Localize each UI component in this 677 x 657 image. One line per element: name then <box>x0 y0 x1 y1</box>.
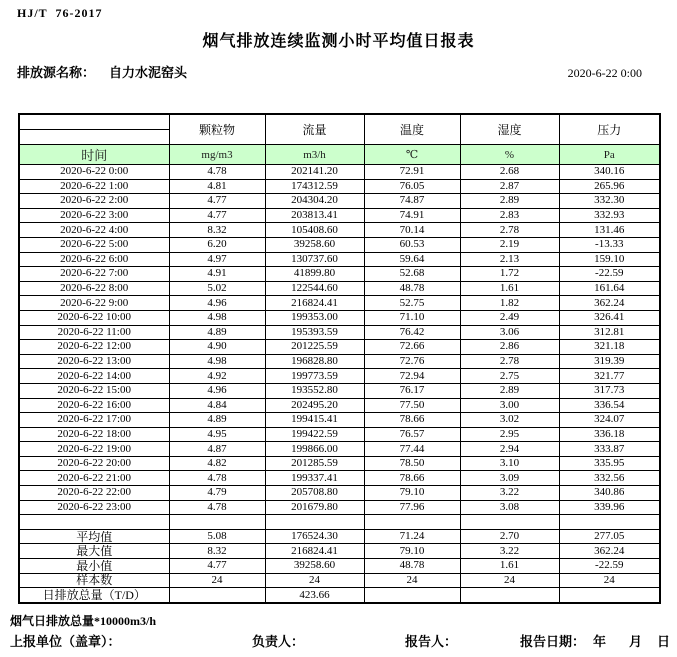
value-cell: 3.06 <box>460 325 559 340</box>
column-header-temperature: 温度 <box>364 114 460 145</box>
value-cell: 39258.60 <box>265 237 364 252</box>
value-cell: 362.24 <box>559 544 660 559</box>
value-cell: 76.17 <box>364 383 460 398</box>
hourly-data-row <box>19 340 660 355</box>
value-cell: 161.64 <box>559 281 660 296</box>
time-cell: 2020-6-22 0:00 <box>19 165 169 180</box>
value-cell: 199422.59 <box>265 427 364 442</box>
summary-row <box>19 588 660 603</box>
value-cell: 324.07 <box>559 413 660 428</box>
hourly-data-row <box>19 325 660 340</box>
column-header-particulate: 颗粒物 <box>169 114 265 145</box>
time-cell: 2020-6-22 22:00 <box>19 486 169 501</box>
summary-label-cell: 最小值 <box>19 559 169 574</box>
hourly-data-row <box>19 165 660 180</box>
value-cell <box>364 588 460 603</box>
value-cell <box>460 588 559 603</box>
value-cell: 4.96 <box>169 383 265 398</box>
empty-cell <box>559 515 660 530</box>
summary-row <box>19 529 660 544</box>
time-cell: 2020-6-22 15:00 <box>19 383 169 398</box>
hourly-data-body <box>19 165 660 515</box>
value-cell: 199773.59 <box>265 369 364 384</box>
time-cell: 2020-6-22 11:00 <box>19 325 169 340</box>
time-cell: 2020-6-22 2:00 <box>19 194 169 209</box>
value-cell: 71.10 <box>364 310 460 325</box>
value-cell: 72.66 <box>364 340 460 355</box>
value-cell: 5.02 <box>169 281 265 296</box>
hourly-data-row <box>19 267 660 282</box>
value-cell: 277.05 <box>559 529 660 544</box>
unit-flow: m3/h <box>265 145 364 165</box>
unit-particulate: mg/m3 <box>169 145 265 165</box>
value-cell <box>559 588 660 603</box>
hourly-data-row <box>19 252 660 267</box>
value-cell: 1.82 <box>460 296 559 311</box>
value-cell: -22.59 <box>559 267 660 282</box>
value-cell: 77.96 <box>364 500 460 515</box>
value-cell: 4.87 <box>169 442 265 457</box>
value-cell: 74.87 <box>364 194 460 209</box>
value-cell: 24 <box>169 573 265 588</box>
hourly-data-row <box>19 194 660 209</box>
column-header-pressure: 压力 <box>559 114 660 145</box>
value-cell: 4.78 <box>169 471 265 486</box>
value-cell: 336.54 <box>559 398 660 413</box>
hourly-data-row <box>19 413 660 428</box>
time-cell: 2020-6-22 20:00 <box>19 456 169 471</box>
value-cell: 335.95 <box>559 456 660 471</box>
value-cell: 59.64 <box>364 252 460 267</box>
empty-cell <box>265 515 364 530</box>
value-cell: 202141.20 <box>265 165 364 180</box>
year-label: 年 <box>593 634 607 649</box>
value-cell: 216824.41 <box>265 544 364 559</box>
time-cell: 2020-6-22 7:00 <box>19 267 169 282</box>
value-cell: 77.50 <box>364 398 460 413</box>
time-cell: 2020-6-22 14:00 <box>19 369 169 384</box>
value-cell: 1.61 <box>460 559 559 574</box>
value-cell: 78.66 <box>364 471 460 486</box>
time-column-label: 时间 <box>19 145 169 165</box>
value-cell: 48.78 <box>364 559 460 574</box>
time-cell: 2020-6-22 10:00 <box>19 310 169 325</box>
value-cell: 4.82 <box>169 456 265 471</box>
value-cell: 336.18 <box>559 427 660 442</box>
value-cell: 4.96 <box>169 296 265 311</box>
value-cell: 2.89 <box>460 194 559 209</box>
value-cell: 52.75 <box>364 296 460 311</box>
value-cell: 340.86 <box>559 486 660 501</box>
value-cell: 4.97 <box>169 252 265 267</box>
value-cell: 216824.41 <box>265 296 364 311</box>
time-cell: 2020-6-22 5:00 <box>19 237 169 252</box>
value-cell: 201679.80 <box>265 500 364 515</box>
value-cell: 131.46 <box>559 223 660 238</box>
corner-cell-bottom <box>19 130 169 145</box>
summary-label-cell: 平均值 <box>19 529 169 544</box>
value-cell: 332.30 <box>559 194 660 209</box>
value-cell: -13.33 <box>559 237 660 252</box>
value-cell: 265.96 <box>559 179 660 194</box>
summary-body <box>19 529 660 602</box>
day-label: 日 <box>657 634 671 649</box>
value-cell: 130737.60 <box>265 252 364 267</box>
responsible-person-label: 负责人： <box>252 634 305 649</box>
time-cell: 2020-6-22 13:00 <box>19 354 169 369</box>
source-label: 排放源名称： <box>17 65 96 80</box>
value-cell: 3.08 <box>460 500 559 515</box>
value-cell: 201285.59 <box>265 456 364 471</box>
value-cell: 319.39 <box>559 354 660 369</box>
value-cell: 2.89 <box>460 383 559 398</box>
value-cell: 332.56 <box>559 471 660 486</box>
empty-cell <box>460 515 559 530</box>
reporting-unit-stamp-label: 上报单位（盖章）： <box>10 634 121 649</box>
value-cell: 2.70 <box>460 529 559 544</box>
value-cell: 2.68 <box>460 165 559 180</box>
time-cell: 2020-6-22 4:00 <box>19 223 169 238</box>
time-cell: 2020-6-22 1:00 <box>19 179 169 194</box>
value-cell: 4.79 <box>169 486 265 501</box>
unit-humidity: % <box>460 145 559 165</box>
unit-temperature: ℃ <box>364 145 460 165</box>
summary-row <box>19 544 660 559</box>
value-cell: 176524.30 <box>265 529 364 544</box>
value-cell: 332.93 <box>559 208 660 223</box>
reporter-label: 报告人： <box>405 634 458 649</box>
value-cell: 199866.00 <box>265 442 364 457</box>
empty-cell <box>19 515 169 530</box>
summary-row <box>19 559 660 574</box>
hourly-data-row <box>19 237 660 252</box>
value-cell: 3.02 <box>460 413 559 428</box>
value-cell: 8.32 <box>169 544 265 559</box>
value-cell: 333.87 <box>559 442 660 457</box>
value-cell: 72.94 <box>364 369 460 384</box>
value-cell: 312.81 <box>559 325 660 340</box>
value-cell: 203813.41 <box>265 208 364 223</box>
value-cell: 79.10 <box>364 486 460 501</box>
time-cell: 2020-6-22 21:00 <box>19 471 169 486</box>
value-cell: 4.84 <box>169 398 265 413</box>
value-cell: 4.89 <box>169 325 265 340</box>
spacer-body <box>19 515 660 530</box>
value-cell: 2.19 <box>460 237 559 252</box>
value-cell: 159.10 <box>559 252 660 267</box>
page-title: 烟气排放连续监测小时平均值日报表 <box>202 33 475 50</box>
hourly-data-row <box>19 354 660 369</box>
value-cell: 4.91 <box>169 267 265 282</box>
time-cell: 2020-6-22 18:00 <box>19 427 169 442</box>
hourly-data-row <box>19 369 660 384</box>
value-cell: 4.90 <box>169 340 265 355</box>
time-cell: 2020-6-22 6:00 <box>19 252 169 267</box>
value-cell: 71.24 <box>364 529 460 544</box>
value-cell: -22.59 <box>559 559 660 574</box>
hourly-data-row <box>19 486 660 501</box>
hourly-data-row <box>19 179 660 194</box>
report-datetime: 2020-6-22 0:00 <box>567 66 642 80</box>
summary-label-cell: 最大值 <box>19 544 169 559</box>
value-cell: 196828.80 <box>265 354 364 369</box>
hourly-data-row <box>19 223 660 238</box>
monitoring-report-table <box>18 113 661 604</box>
value-cell: 72.76 <box>364 354 460 369</box>
time-cell: 2020-6-22 12:00 <box>19 340 169 355</box>
value-cell: 4.78 <box>169 165 265 180</box>
value-cell: 4.77 <box>169 194 265 209</box>
value-cell: 76.57 <box>364 427 460 442</box>
value-cell: 204304.20 <box>265 194 364 209</box>
value-cell: 4.81 <box>169 179 265 194</box>
value-cell: 4.77 <box>169 208 265 223</box>
value-cell: 362.24 <box>559 296 660 311</box>
pollutant-header-row <box>19 114 660 130</box>
value-cell: 317.73 <box>559 383 660 398</box>
doc-standard-code: HJ/T 76-2017 <box>17 6 103 20</box>
value-cell: 52.68 <box>364 267 460 282</box>
value-cell: 340.16 <box>559 165 660 180</box>
value-cell: 2.86 <box>460 340 559 355</box>
value-cell: 122544.60 <box>265 281 364 296</box>
time-cell: 2020-6-22 17:00 <box>19 413 169 428</box>
value-cell: 3.10 <box>460 456 559 471</box>
value-cell: 199337.41 <box>265 471 364 486</box>
value-cell: 193552.80 <box>265 383 364 398</box>
time-cell: 2020-6-22 23:00 <box>19 500 169 515</box>
empty-cell <box>169 515 265 530</box>
time-cell: 2020-6-22 9:00 <box>19 296 169 311</box>
value-cell: 78.66 <box>364 413 460 428</box>
table-header <box>19 114 660 165</box>
hourly-data-row <box>19 500 660 515</box>
value-cell: 78.50 <box>364 456 460 471</box>
flow-unit-note: 烟气日排放总量*10000m3/h <box>10 614 157 628</box>
value-cell: 4.98 <box>169 310 265 325</box>
hourly-data-row <box>19 310 660 325</box>
value-cell: 77.44 <box>364 442 460 457</box>
value-cell: 4.98 <box>169 354 265 369</box>
report-date-label: 报告日期： <box>520 634 586 649</box>
column-header-humidity: 湿度 <box>460 114 559 145</box>
value-cell: 2.95 <box>460 427 559 442</box>
value-cell: 174312.59 <box>265 179 364 194</box>
hourly-data-row <box>19 296 660 311</box>
value-cell: 4.77 <box>169 559 265 574</box>
value-cell: 4.89 <box>169 413 265 428</box>
value-cell: 2.83 <box>460 208 559 223</box>
value-cell: 74.91 <box>364 208 460 223</box>
hourly-data-row <box>19 383 660 398</box>
value-cell: 5.08 <box>169 529 265 544</box>
value-cell: 24 <box>460 573 559 588</box>
value-cell: 76.05 <box>364 179 460 194</box>
value-cell: 3.00 <box>460 398 559 413</box>
unit-row <box>19 145 660 165</box>
hourly-data-row <box>19 398 660 413</box>
value-cell: 6.20 <box>169 237 265 252</box>
value-cell: 199415.41 <box>265 413 364 428</box>
hourly-data-row <box>19 442 660 457</box>
month-label: 月 <box>629 634 643 649</box>
signature-row <box>0 631 677 649</box>
value-cell: 1.72 <box>460 267 559 282</box>
corner-cell-top <box>19 114 169 130</box>
value-cell: 4.95 <box>169 427 265 442</box>
time-cell: 2020-6-22 8:00 <box>19 281 169 296</box>
value-cell: 321.18 <box>559 340 660 355</box>
value-cell: 41899.80 <box>265 267 364 282</box>
value-cell: 195393.59 <box>265 325 364 340</box>
value-cell: 4.78 <box>169 500 265 515</box>
value-cell: 326.41 <box>559 310 660 325</box>
column-header-flow: 流量 <box>265 114 364 145</box>
value-cell: 205708.80 <box>265 486 364 501</box>
time-cell: 2020-6-22 3:00 <box>19 208 169 223</box>
value-cell: 2.87 <box>460 179 559 194</box>
unit-pressure: Pa <box>559 145 660 165</box>
value-cell: 76.42 <box>364 325 460 340</box>
value-cell: 201225.59 <box>265 340 364 355</box>
value-cell: 2.49 <box>460 310 559 325</box>
value-cell: 3.22 <box>460 486 559 501</box>
hourly-data-row <box>19 427 660 442</box>
value-cell: 3.09 <box>460 471 559 486</box>
value-cell: 2.78 <box>460 354 559 369</box>
spacer-row <box>19 515 660 530</box>
hourly-data-row <box>19 471 660 486</box>
value-cell: 70.14 <box>364 223 460 238</box>
value-cell: 321.77 <box>559 369 660 384</box>
value-cell: 2.13 <box>460 252 559 267</box>
value-cell: 24 <box>364 573 460 588</box>
value-cell: 8.32 <box>169 223 265 238</box>
value-cell <box>169 588 265 603</box>
empty-cell <box>364 515 460 530</box>
value-cell: 2.94 <box>460 442 559 457</box>
source-row <box>17 62 642 81</box>
value-cell: 202495.20 <box>265 398 364 413</box>
value-cell: 339.96 <box>559 500 660 515</box>
value-cell: 2.75 <box>460 369 559 384</box>
value-cell: 4.92 <box>169 369 265 384</box>
value-cell: 423.66 <box>265 588 364 603</box>
value-cell: 3.22 <box>460 544 559 559</box>
value-cell: 60.53 <box>364 237 460 252</box>
value-cell: 79.10 <box>364 544 460 559</box>
hourly-data-row <box>19 208 660 223</box>
value-cell: 105408.60 <box>265 223 364 238</box>
value-cell: 24 <box>559 573 660 588</box>
source-name: 自力水泥窑头 <box>109 65 188 80</box>
time-cell: 2020-6-22 19:00 <box>19 442 169 457</box>
hourly-data-row <box>19 281 660 296</box>
value-cell: 24 <box>265 573 364 588</box>
summary-label-cell: 日排放总量（T/D） <box>19 588 169 603</box>
value-cell: 1.61 <box>460 281 559 296</box>
value-cell: 199353.00 <box>265 310 364 325</box>
value-cell: 2.78 <box>460 223 559 238</box>
value-cell: 39258.60 <box>265 559 364 574</box>
hourly-data-row <box>19 456 660 471</box>
time-cell: 2020-6-22 16:00 <box>19 398 169 413</box>
value-cell: 72.91 <box>364 165 460 180</box>
summary-label-cell: 样本数 <box>19 573 169 588</box>
emission-source <box>17 62 187 81</box>
summary-row <box>19 573 660 588</box>
value-cell: 48.78 <box>364 281 460 296</box>
